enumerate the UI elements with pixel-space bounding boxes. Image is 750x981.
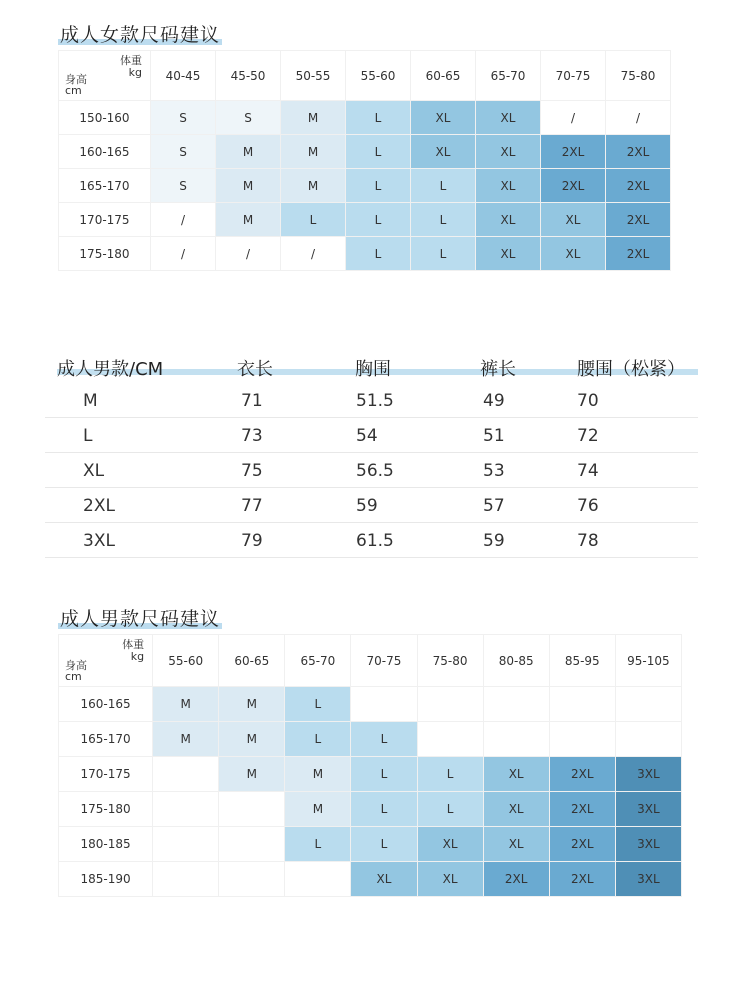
measurement-value: 53 [483,461,505,481]
table-row [59,237,671,271]
size-cell: XL [351,862,417,897]
size-cell: L [346,135,411,169]
table-row [59,687,682,722]
size-cell: L [351,792,417,827]
height-unit: cm [65,670,82,683]
size-cell: 2XL [606,203,671,237]
measurement-value: 79 [241,531,263,551]
measurement-value: 72 [577,426,599,446]
size-cell: 2XL [606,169,671,203]
size-cell: L [351,722,417,757]
size-cell: XL [411,135,476,169]
measurement-value: 51 [483,426,505,446]
weight-column-header: 70-75 [541,51,606,101]
size-cell [549,722,615,757]
measurement-row [45,453,698,488]
size-cell: 3XL [615,827,681,862]
measurement-value: 51.5 [356,391,394,411]
height-label: 身高 [65,659,87,672]
measurement-value: 59 [483,531,505,551]
size-cell: / [281,237,346,271]
size-cell [219,792,285,827]
table-row [59,722,682,757]
weight-column-header: 60-65 [219,635,285,687]
size-cell: / [151,237,216,271]
size-cell: M [153,687,219,722]
measurement-value: 56.5 [356,461,394,481]
size-cell: 3XL [615,757,681,792]
size-cell: 2XL [549,757,615,792]
size-cell: XL [411,101,476,135]
weight-column-header: 85-95 [549,635,615,687]
size-cell: XL [476,101,541,135]
size-cell: M [219,687,285,722]
size-cell: 2XL [483,862,549,897]
men-measurement-table [45,355,698,558]
size-cell: 2XL [549,862,615,897]
measurement-row [45,383,698,418]
weight-column-header: 75-80 [606,51,671,101]
size-cell [483,722,549,757]
size-cell: 2XL [541,135,606,169]
size-cell: S [151,135,216,169]
weight-column-header: 50-55 [281,51,346,101]
height-row-header: 170-175 [59,203,151,237]
table-row [59,135,671,169]
weight-label: 体重 [120,54,142,67]
size-cell: 2XL [606,135,671,169]
size-cell: L [285,687,351,722]
size-cell: M [285,757,351,792]
size-cell [219,862,285,897]
measurement-value: 54 [356,426,378,446]
header-waist: 腰围（松紧） [577,359,685,380]
size-cell: XL [483,792,549,827]
height-row-header: 160-165 [59,135,151,169]
women-size-table [58,50,671,271]
size-cell: L [351,757,417,792]
size-cell: S [151,101,216,135]
weight-column-header: 55-60 [153,635,219,687]
measurement-value: 49 [483,391,505,411]
measurement-value: 73 [241,426,263,446]
measurement-value: 78 [577,531,599,551]
size-cell: XL [476,203,541,237]
size-cell: L [417,757,483,792]
size-cell: XL [476,237,541,271]
weight-column-header: 60-65 [411,51,476,101]
size-cell: L [285,722,351,757]
height-unit: cm [65,84,82,97]
size-cell [153,757,219,792]
size-cell: XL [476,135,541,169]
size-label: 2XL [83,496,115,516]
size-cell [285,862,351,897]
size-cell: L [417,792,483,827]
size-cell: 2XL [541,169,606,203]
women-size-title: 成人女款尺码建议 [60,24,221,46]
size-cell: L [346,169,411,203]
size-cell: / [151,203,216,237]
men-size-table [58,634,682,897]
height-row-header: 185-190 [59,862,153,897]
size-cell: 2XL [549,792,615,827]
size-cell: L [346,237,411,271]
size-cell: L [411,203,476,237]
size-cell [615,722,681,757]
height-row-header: 180-185 [59,827,153,862]
height-row-header: 160-165 [59,687,153,722]
weight-column-header: 65-70 [285,635,351,687]
size-cell: 3XL [615,792,681,827]
size-cell: M [219,722,285,757]
size-cell: M [281,101,346,135]
size-cell [351,687,417,722]
measurement-value: 61.5 [356,531,394,551]
height-row-header: 170-175 [59,757,153,792]
size-cell [549,687,615,722]
men-header-row [59,635,682,687]
measurement-value: 76 [577,496,599,516]
table-row [59,827,682,862]
size-cell [153,827,219,862]
weight-column-header: 95-105 [615,635,681,687]
women-corner-cell [59,51,151,101]
weight-column-header: 65-70 [476,51,541,101]
height-row-header: 150-160 [59,101,151,135]
weight-unit: kg [130,650,145,663]
height-row-header: 165-170 [59,722,153,757]
size-cell: M [285,792,351,827]
header-pants-length: 裤长 [480,359,516,380]
men-size-title: 成人男款尺码建议 [60,608,221,630]
measurement-value: 59 [356,496,378,516]
size-cell: XL [476,169,541,203]
size-cell: L [346,101,411,135]
size-label: 3XL [83,531,115,551]
table-row [59,203,671,237]
height-row-header: 175-180 [59,237,151,271]
men-measurement-header [45,355,698,383]
size-cell [153,792,219,827]
size-cell: L [346,203,411,237]
measurement-row [45,488,698,523]
weight-column-header: 80-85 [483,635,549,687]
size-cell: M [153,722,219,757]
table-row [59,792,682,827]
size-cell: L [351,827,417,862]
table-row [59,169,671,203]
size-cell: M [219,757,285,792]
size-cell: / [216,237,281,271]
height-row-header: 165-170 [59,169,151,203]
size-cell: / [541,101,606,135]
size-cell: 2XL [549,827,615,862]
size-label: XL [83,461,105,481]
table-row [59,101,671,135]
size-cell: XL [417,862,483,897]
header-chest: 胸围 [355,359,391,380]
measurement-row [45,523,698,558]
header-size: 成人男款/CM [57,359,164,380]
size-cell: M [216,203,281,237]
weight-column-header: 45-50 [216,51,281,101]
size-cell: S [151,169,216,203]
height-row-header: 175-180 [59,792,153,827]
size-cell [483,687,549,722]
size-cell: M [281,169,346,203]
height-label: 身高 [65,73,87,86]
measurement-value: 71 [241,391,263,411]
size-cell: 2XL [606,237,671,271]
size-cell: XL [417,827,483,862]
size-cell: L [285,827,351,862]
size-label: M [83,391,98,411]
men-corner-cell [59,635,153,687]
size-cell: 3XL [615,862,681,897]
table-row [59,862,682,897]
size-cell: XL [541,203,606,237]
weight-column-header: 40-45 [151,51,216,101]
size-cell: M [281,135,346,169]
size-cell [417,722,483,757]
women-header-row [59,51,671,101]
weight-column-header: 75-80 [417,635,483,687]
measurement-value: 57 [483,496,505,516]
size-cell: XL [483,827,549,862]
size-cell: XL [541,237,606,271]
weight-label: 体重 [122,638,145,651]
measurement-value: 74 [577,461,599,481]
weight-column-header: 55-60 [346,51,411,101]
size-cell: L [281,203,346,237]
size-cell: L [411,237,476,271]
size-label: L [83,426,93,446]
size-cell: S [216,101,281,135]
measurement-value: 77 [241,496,263,516]
measurement-value: 70 [577,391,599,411]
table-row [59,757,682,792]
size-cell [219,827,285,862]
header-length: 衣长 [237,359,273,380]
weight-column-header: 70-75 [351,635,417,687]
size-cell: M [216,169,281,203]
size-cell: XL [483,757,549,792]
measurement-value: 75 [241,461,263,481]
size-cell [417,687,483,722]
size-cell: M [216,135,281,169]
measurement-row [45,418,698,453]
size-cell: L [411,169,476,203]
weight-unit: kg [128,66,142,79]
size-cell [615,687,681,722]
size-cell [153,862,219,897]
size-cell: / [606,101,671,135]
